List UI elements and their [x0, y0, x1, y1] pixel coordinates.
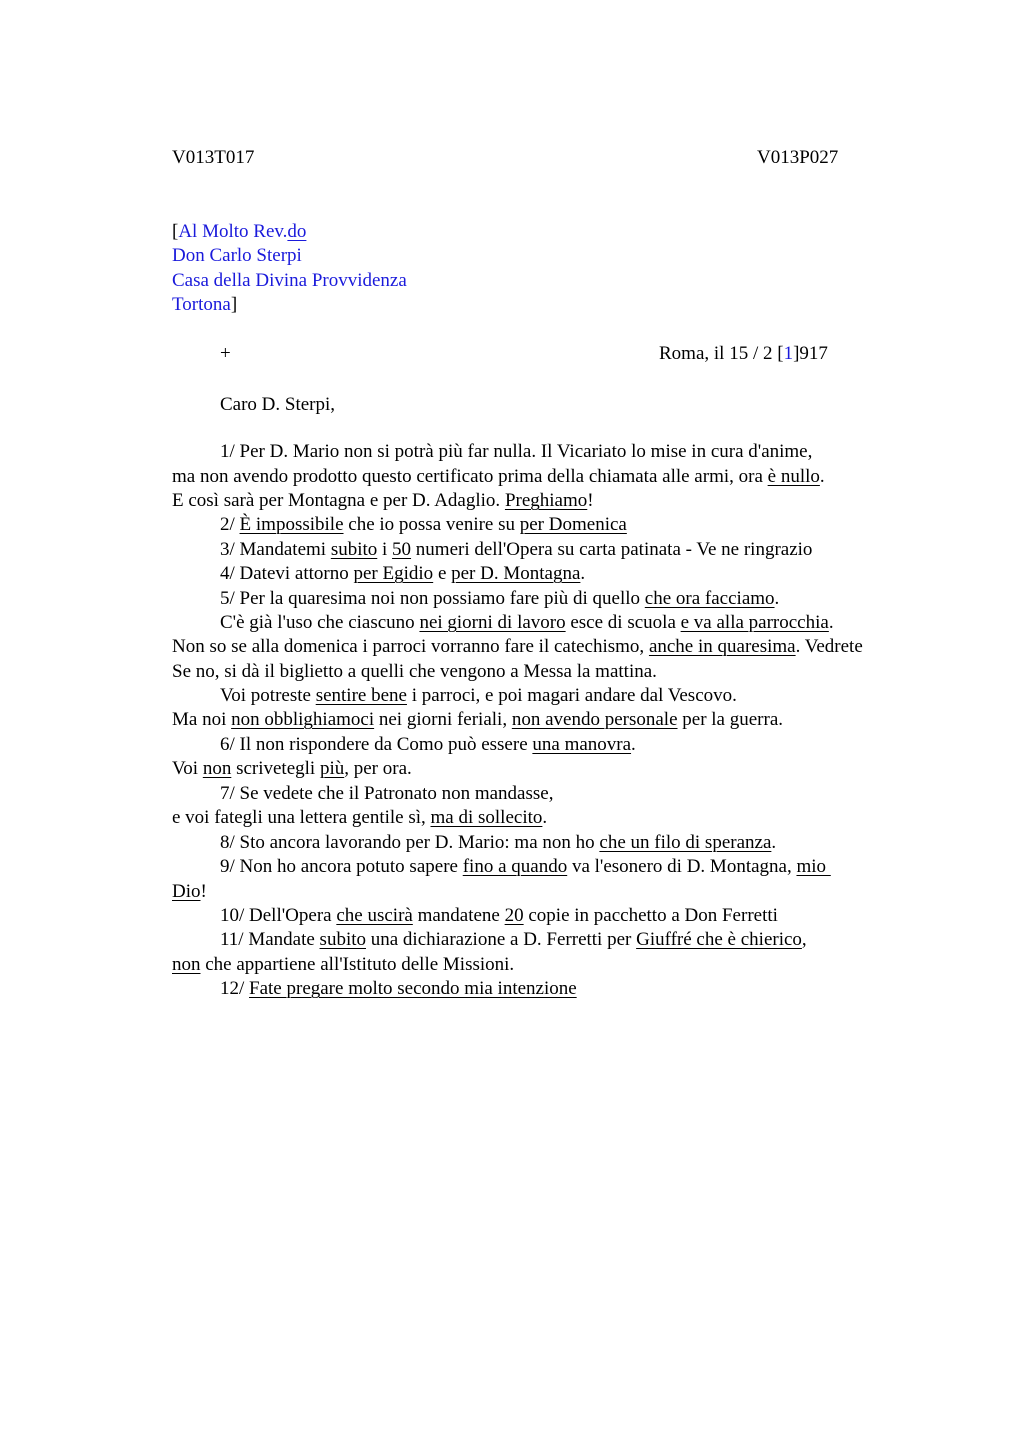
address-line-1: [Al Molto Rev.do [172, 221, 307, 242]
item-2: 2/ È impossibile che io possa venire su per Domenica [220, 514, 627, 535]
item-7-line-1: 7/ Se vedete che il Patronato non mandasse, [220, 783, 554, 804]
item-9-line-1: 9/ Non ho ancora potuto sapere fino a quando va l'esonero di D. Montagna, mio [220, 856, 831, 877]
address-line-2: Don Carlo Sterpi [172, 245, 302, 266]
item-5-line-6: Ma noi non obblighiamoci nei giorni feriali, non avendo personale per la guerra. [172, 709, 784, 730]
item-6-line-2: Voi non scrivetegli più, per ora. [172, 758, 412, 779]
item-7-line-2: e voi fategli una lettera gentile sì, ma di sollecito. [172, 807, 548, 828]
item-5-line-3: Non so se alla domenica i parroci vorranno fare il catechismo, anche in quaresima. Vedrete [172, 636, 863, 657]
item-8: 8/ Sto ancora lavorando per D. Mario: ma non ho che un filo di speranza. [220, 832, 777, 853]
item-10: 10/ Dell'Opera che uscirà mandatene 20 copie in pacchetto a Don Ferretti [220, 905, 778, 926]
item-1-line-2: ma non avendo prodotto questo certificato prima della chiamata alle armi, ora è nullo. [172, 466, 825, 487]
item-4: 4/ Datevi attorno per Egidio e per D. Montagna. [220, 563, 586, 584]
item-12: 12/ Fate pregare molto secondo mia intenzione [220, 978, 577, 999]
item-1-line-3: E così sarà per Montagna e per D. Adaglio. Preghiamo! [172, 490, 594, 511]
address-line-3: Casa della Divina Provvidenza [172, 270, 407, 291]
cross-symbol: + [220, 343, 231, 364]
item-5-line-4: Se no, si dà il biglietto a quelli che vengono a Messa la mattina. [172, 661, 657, 682]
item-11-line-2: non che appartiene all'Istituto delle Missioni. [172, 954, 515, 975]
item-6-line-1: 6/ Il non rispondere da Como può essere una manovra. [220, 734, 636, 755]
address-line-4: Tortona] [172, 294, 238, 315]
item-9-line-2: Dio! [172, 881, 207, 902]
document-code-right: V013P027 [757, 147, 839, 168]
item-5-line-5: Voi potreste sentire bene i parroci, e poi magari andare dal Vescovo. [220, 685, 737, 706]
item-5-line-2: C'è già l'uso che ciascuno nei giorni di lavoro esce di scuola e va alla parrocchia. [220, 612, 834, 633]
item-1-line-1: 1/ Per D. Mario non si potrà più far nulla. Il Vicariato lo mise in cura d'anime, [220, 441, 813, 462]
item-3: 3/ Mandatemi subito i 50 numeri dell'Opera su carta patinata - Ve ne ringrazio [220, 539, 813, 560]
dateline: Roma, il 15 / 2 [1]917 [659, 343, 828, 364]
item-5-line-1: 5/ Per la quaresima noi non possiamo fare più di quello che ora facciamo. [220, 588, 780, 609]
salutation: Caro D. Sterpi, [220, 394, 336, 415]
item-11-line-1: 11/ Mandate subito una dichiarazione a D. Ferretti per Giuffré che è chierico, [220, 929, 807, 950]
document-code-left: V013T017 [172, 147, 255, 168]
